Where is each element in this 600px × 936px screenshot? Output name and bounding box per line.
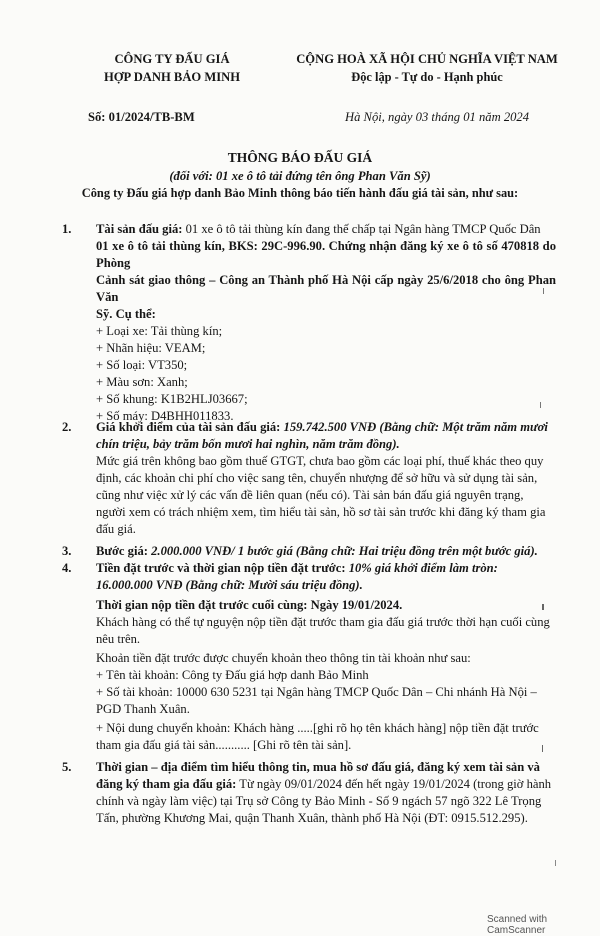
section-5-text-line3: chính và ngày làm việc) tại Trụ sở Công ty Bảo Minh - Số 9 ngách 57 ngõ 322 Lê Trọng [96,794,542,808]
scan-mark [543,288,544,294]
account-number-line1: + Số tài khoản: 10000 630 5231 tại Ngân hàng TMCP Quốc Dân – Chi nhánh Hà Nội – [96,685,537,699]
section-1 [96,221,556,425]
scan-mark [542,604,544,610]
section-1-bold-line3: Cảnh sát giao thông – Công an Thành phố Hà Nội cấp ngày 25/6/2018 cho ông Phan Văn [96,273,556,304]
section-2-para-line3: cũng như việc xử lý các vấn đề liên quan (nếu có). Tài sản bán đấu giá nguyên trạng, [96,488,524,502]
asset-spec-item: + Màu sơn: Xanh; [96,375,188,389]
nation-motto: Độc lập - Tự do - Hạnh phúc [351,70,503,84]
notice-intro: Công ty Đấu giá hợp danh Bảo Minh thông báo tiến hành đấu giá tài sản, như sau: [81,186,519,200]
section-2-value: 159.742.500 VNĐ (Bằng chữ: Một trăm năm mươi [280,420,548,434]
scan-mark [555,860,556,866]
section-3-label: Bước giá: [96,544,148,558]
asset-spec-item: + Số khung: K1B2HLJ03667; [96,392,248,406]
section-5 [96,759,556,827]
section-4-para1-line2: nêu trên. [96,632,141,646]
doc-number: Số: 01/2024/TB-BM [88,110,195,124]
section-5-label-line2: đăng ký tham gia đấu giá: [96,777,237,791]
company-name-line2: HỢP DANH BẢO MINH [103,70,241,84]
section-2-para-line2: định, các khoản chi phí cho việc sang tên, chuyển nhượng để sở hữu và sử dụng tài sản, [96,471,538,485]
asset-spec-item: + Loại xe: Tải thùng kín; [96,324,223,338]
section-3 [96,543,566,560]
section-4-deadline: Thời gian nộp tiền đặt trước cuối cùng: Ngày 19/01/2024. [96,598,403,612]
section-2-para-line5: đấu giá. [96,522,136,536]
section-5-number: 5. [62,760,72,774]
account-number-line2: PGD Thanh Xuân. [96,702,190,716]
section-1-bold-line2: 01 xe ô tô tải thùng kín, BKS: 29C-996.90. Chứng nhận đăng ký xe ô tô số 470818 do Phòng [96,239,556,270]
section-2-para-line1: Mức giá trên không bao gồm thuế GTGT, chưa bao gồm các loại phí, thuế khác theo quy [96,454,544,468]
section-5-text-line2: Từ ngày 09/01/2024 đến hết ngày 19/01/2024 (trong giờ hành [236,777,552,791]
company-name-line1: CÔNG TY ĐẤU GIÁ [114,52,230,66]
transfer-content-line2: tham gia đấu giá tài sản........... [Ghi rõ tên tài sản]. [96,738,352,752]
nation-header [282,50,572,86]
section-3-value: 2.000.000 VNĐ/ 1 bước giá (Bằng chữ: Hai triệu đồng trên một bước giá). [147,544,538,558]
section-2-value-line2: chín triệu, bảy trăm bốn mươi hai nghìn, năm trăm đồng). [96,437,400,451]
section-4-number: 4. [62,561,72,575]
asset-spec-item: + Nhãn hiệu: VEAM; [96,341,206,355]
section-5-label-line1: Thời gian – địa điểm tìm hiểu thông tin, mua hồ sơ đấu giá, đăng ký xem tài sản và [96,760,540,774]
account-name: + Tên tài khoản: Công ty Đấu giá hợp danh Bảo Minh [96,668,369,682]
section-4-para1-line1: Khách hàng có thể tự nguyện nộp tiền đặt trước tham gia đấu giá trước thời hạn cuối cùng [96,615,550,629]
transfer-content-line1: + Nội dung chuyển khoản: Khách hàng .....[ghi rõ họ tên khách hàng] nộp tiền đặt trước [96,721,539,735]
section-2-para-line4: người xem có trách nhiệm xem, tìm hiểu tài sản, hồ sơ tài sản trước khi đăng ký tham gia [96,505,546,519]
section-4 [96,560,556,754]
section-1-number: 1. [62,222,72,236]
section-4-para2: Khoản tiền đặt trước được chuyển khoản theo thông tin tài khoản như sau: [96,651,471,665]
company-header [62,50,282,86]
section-5-text-line4: Tấn, phường Khương Mai, quận Thanh Xuân, thành phố Hà Nội (ĐT: 0915.512.295). [96,811,528,825]
section-4-label: Tiền đặt trước và thời gian nộp tiền đặt trước: [96,561,346,575]
notice-subtitle: (đối với: 01 xe ô tô tải đứng tên ông Phan Văn Sỹ) [169,169,431,183]
section-2 [96,419,556,538]
section-2-label: Giá khởi điểm của tài sản đấu giá: [96,420,281,434]
section-1-bold-line4: Sỹ. Cụ thể: [96,307,156,321]
notice-title: THÔNG BÁO ĐẤU GIÁ [227,150,373,165]
scan-mark [540,402,541,408]
section-1-label: Tài sản đấu giá: [96,222,183,236]
nation-line1: CỘNG HOÀ XÃ HỘI CHỦ NGHĨA VIỆT NAM [296,52,558,66]
scanner-watermark: Scanned with CamScanner [487,914,548,936]
scan-mark [542,745,543,752]
asset-spec-item: + Số loại: VT350; [96,358,188,372]
section-4-value-line2: 16.000.000 VNĐ (Bằng chữ: Mười sáu triệu đồng). [96,578,363,592]
place-date: Hà Nội, ngày 03 tháng 01 năm 2024 [345,110,530,124]
section-3-number: 3. [62,544,72,558]
asset-spec-item: + Số máy: D4BHH011833. [96,409,234,423]
section-4-value: 10% giá khởi điểm làm tròn: [345,561,498,575]
section-1-text: 01 xe ô tô tải thùng kín đang thế chấp tại Ngân hàng TMCP Quốc Dân [182,222,541,236]
section-2-number: 2. [62,420,72,434]
